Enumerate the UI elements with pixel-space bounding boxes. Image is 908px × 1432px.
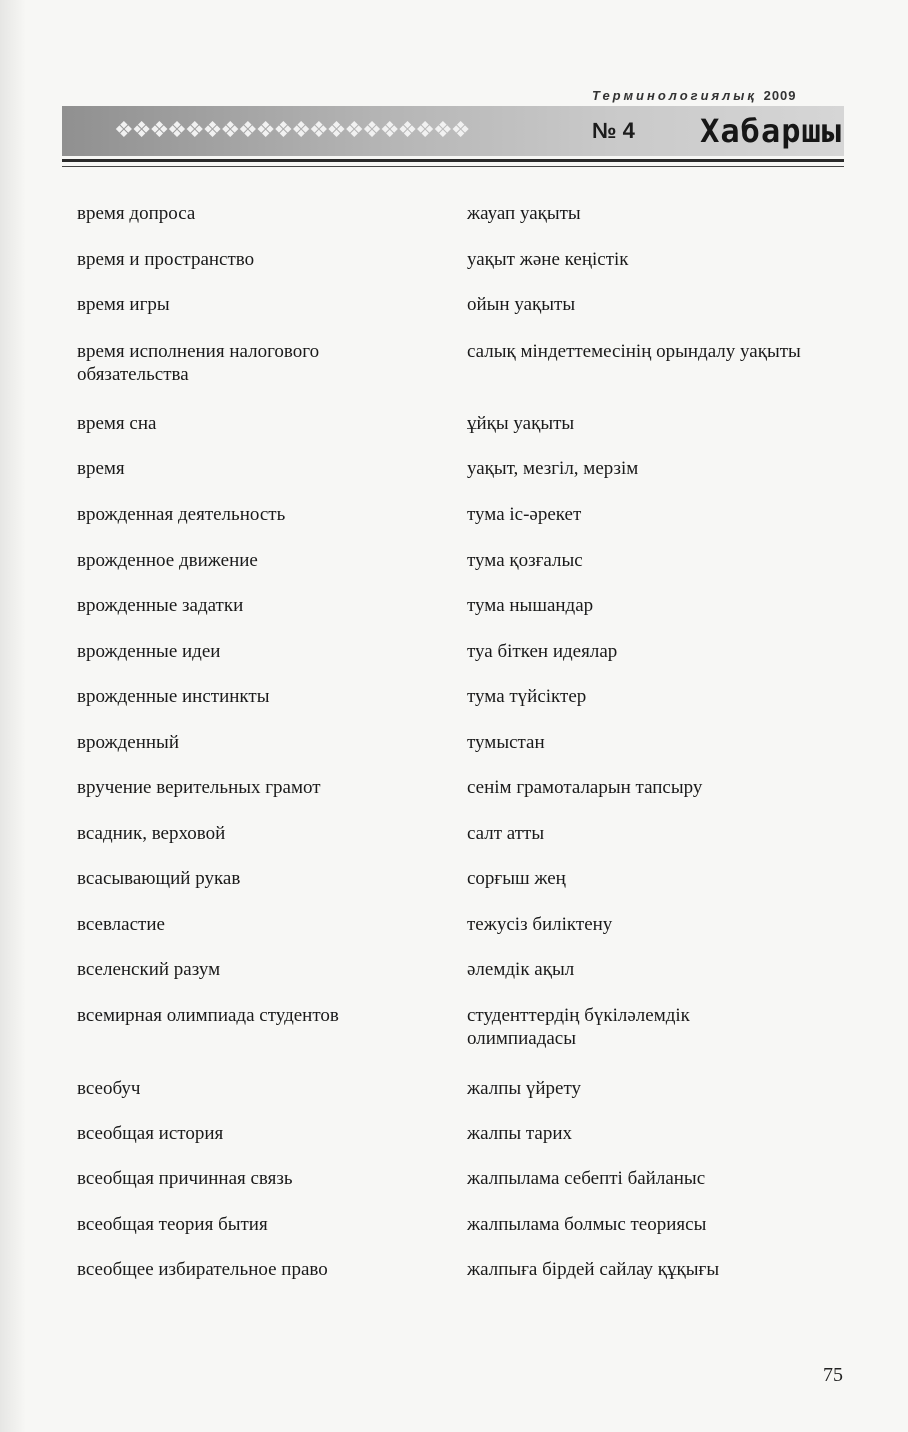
term-ru: всеобщая теория бытия xyxy=(77,1214,268,1235)
journal-name: Терминологиялық xyxy=(592,88,757,103)
term-kz: студенттердің бүкіләлемдік олимпиадасы xyxy=(467,1005,690,1049)
term-ru: всемирная олимпиада студентов xyxy=(77,1005,339,1026)
term-ru: время исполнения налогового обязательства xyxy=(77,341,320,385)
term-kz: тума нышандар xyxy=(467,595,594,616)
term-ru: вручение верительных грамот xyxy=(77,777,321,798)
term-ru: всевластие xyxy=(77,914,165,935)
journal-year: 2009 xyxy=(763,88,797,103)
term-kz: әлемдік ақыл xyxy=(467,959,575,980)
term-ru: время xyxy=(77,458,125,479)
term-ru: врожденные инстинкты xyxy=(77,686,270,707)
term-kz: салық міндеттемесінің орындалу уақыты xyxy=(467,341,801,362)
term-kz: ұйқы уақыты xyxy=(467,413,575,434)
term-ru: время допроса xyxy=(77,203,196,224)
term-kz: тумыстан xyxy=(467,732,545,753)
term-kz: ойын уақыты xyxy=(467,294,576,315)
term-kz: салт атты xyxy=(467,823,545,844)
term-kz: жалпыға бірдей сайлау құқығы xyxy=(467,1259,720,1280)
term-kz: уақыт, мезгіл, мерзім xyxy=(467,458,639,479)
page-edge-shadow xyxy=(0,0,26,1432)
term-ru: всеобщая причинная связь xyxy=(77,1168,293,1189)
term-ru: всасывающий рукав xyxy=(77,868,241,889)
journal-name-line xyxy=(592,88,797,103)
term-kz: сенім грамоталарын тапсыру xyxy=(467,777,703,798)
term-kz: жалпылама себепті байланыс xyxy=(467,1168,706,1189)
term-ru: всеобщее избирательное право xyxy=(77,1259,328,1280)
term-ru: всеобщая история xyxy=(77,1123,224,1144)
term-kz: тума түйсіктер xyxy=(467,686,587,707)
ornament-pattern: ❖❖❖❖❖❖❖❖❖❖❖❖❖❖❖❖❖❖❖❖ xyxy=(114,118,469,143)
term-kz: жалпылама болмыс теориясы xyxy=(467,1214,707,1235)
term-ru: врожденные задатки xyxy=(77,595,244,616)
header-rule-thin xyxy=(62,166,844,167)
term-ru: врожденное движение xyxy=(77,550,258,571)
term-kz: тума қозғалыс xyxy=(467,550,583,571)
term-ru: врожденная деятельность xyxy=(77,504,286,525)
term-ru: всеобуч xyxy=(77,1078,141,1099)
header-rule-thick xyxy=(62,159,844,162)
term-kz: сорғыш жең xyxy=(467,868,566,889)
term-ru: время сна xyxy=(77,413,157,434)
term-kz: жалпы тарих xyxy=(467,1123,573,1144)
header-banner xyxy=(62,106,844,156)
term-ru: вселенский разум xyxy=(77,959,221,980)
term-kz: уақыт және кеңістік xyxy=(467,249,629,270)
journal-title: Хабаршы xyxy=(700,112,842,150)
term-kz: тежусіз биліктену xyxy=(467,914,613,935)
term-ru: врожденные идеи xyxy=(77,641,221,662)
page-number: 75 xyxy=(823,1364,843,1386)
term-kz: тума іс-әрекет xyxy=(467,504,582,525)
term-ru: врожденный xyxy=(77,732,179,753)
term-ru: время игры xyxy=(77,294,170,315)
term-ru: время и пространство xyxy=(77,249,255,270)
issue-number: № 4 xyxy=(592,118,635,143)
term-kz: жалпы үйрету xyxy=(467,1078,582,1099)
term-kz: туа біткен идеялар xyxy=(467,641,618,662)
term-ru: всадник, верховой xyxy=(77,823,226,844)
term-kz: жауап уақыты xyxy=(467,203,581,224)
